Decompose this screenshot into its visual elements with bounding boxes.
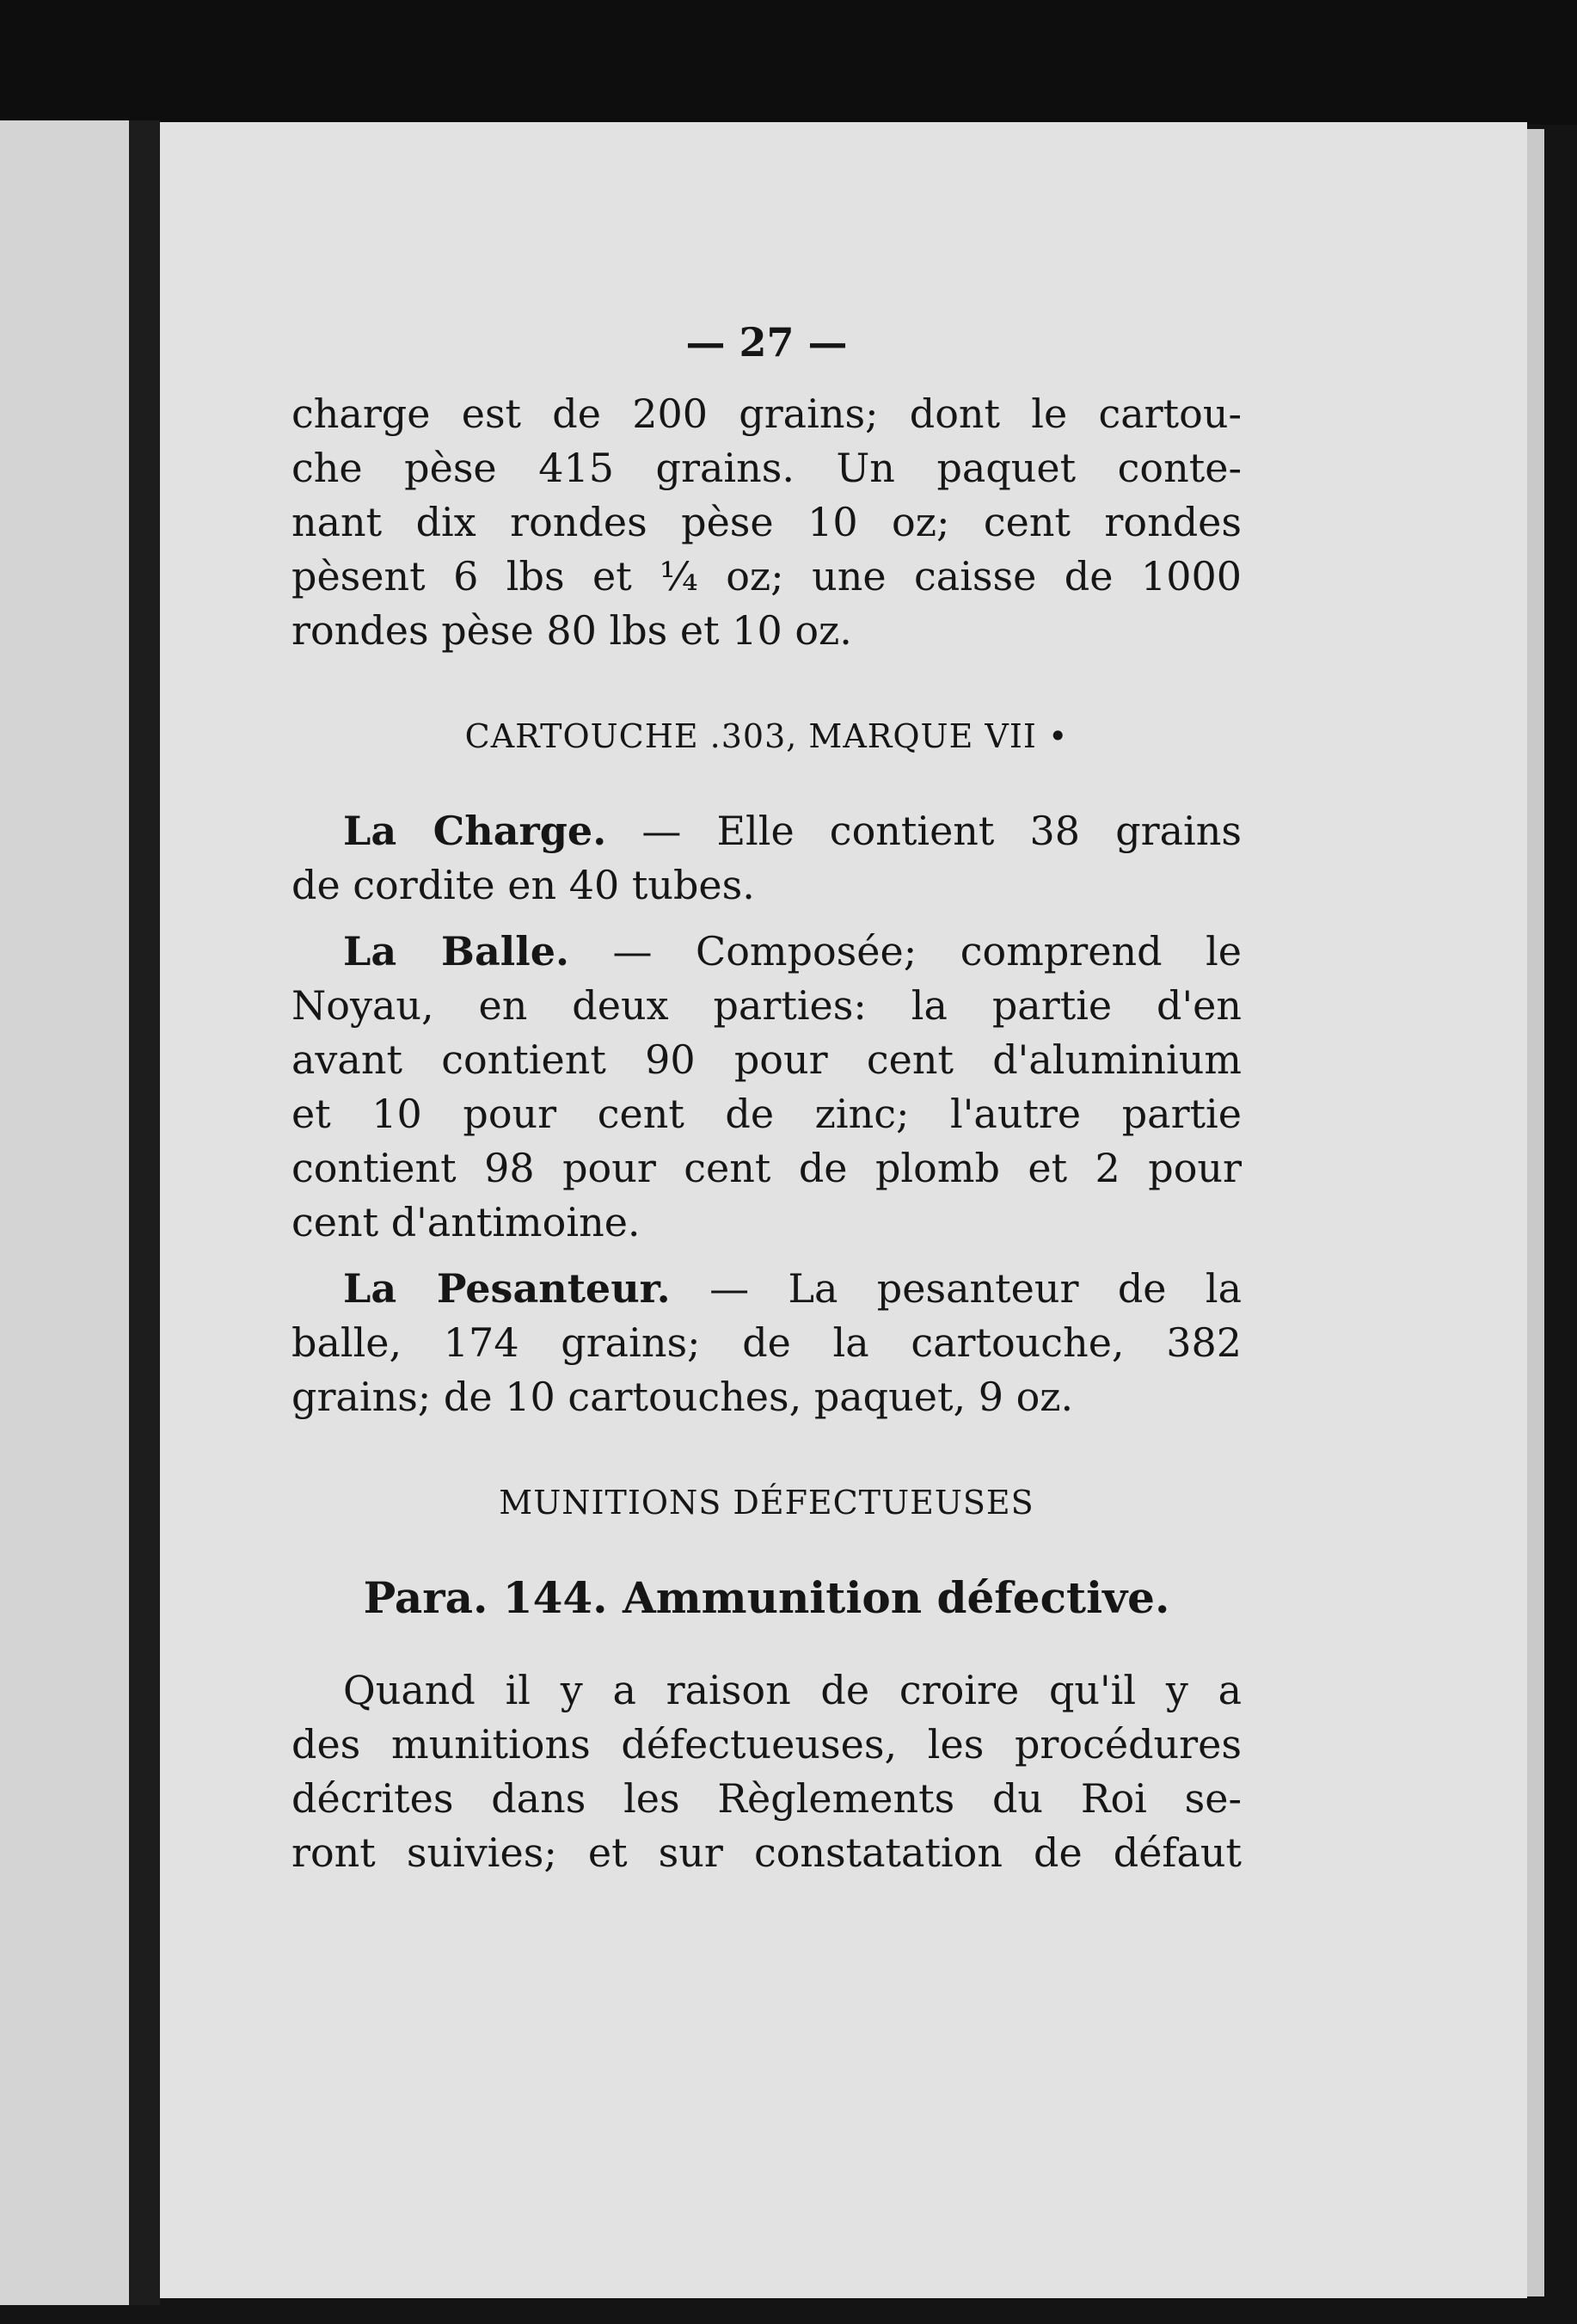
text-run: — Composée; comprend le (612, 928, 1243, 974)
text-line: des munitions défectueuses, les procédures (291, 1721, 1242, 1768)
section-heading-munitions: MUNITIONS DÉFECTUEUSES (499, 1484, 1034, 1522)
text-line (291, 925, 1242, 979)
scan-border-top (0, 0, 1577, 125)
lead-pesanteur: La Pesanteur. (343, 1265, 671, 1312)
book-binding (129, 120, 160, 2305)
text-line: contient 98 pour cent de plomb et 2 pour (291, 1145, 1242, 1191)
text-line: de cordite en 40 tubes. (291, 862, 755, 908)
page-right-edge (1527, 129, 1544, 2296)
paragraph-balle (291, 925, 1242, 1250)
text-line: rondes pèse 80 lbs et 10 oz. (291, 607, 852, 654)
text-line (291, 804, 1242, 858)
lead-charge: La Charge. (343, 808, 607, 854)
section-heading-cartouche: CARTOUCHE .303, MARQUE VII • (291, 715, 1242, 758)
paragraph-final (291, 1663, 1242, 1880)
paragraph-charge (291, 804, 1242, 913)
text-run: — Elle contient 38 grains (641, 808, 1242, 854)
text-line: balle, 174 grains; de la cartouche, 382 (291, 1319, 1242, 1366)
text-line: cent d'antimoine. (291, 1199, 641, 1245)
paragraph-pesanteur (291, 1262, 1242, 1424)
text-line: che pèse 415 grains. Un paquet conte- (291, 445, 1242, 491)
intro-paragraph (291, 387, 1242, 658)
page-text (291, 318, 1242, 1880)
lead-balle: La Balle. (343, 928, 569, 974)
para-title: Para. 144. Ammunition défective. (363, 1572, 1170, 1623)
text-line: grains; de 10 cartouches, paquet, 9 oz. (291, 1374, 1074, 1420)
text-line: Quand il y a raison de croire qu'il y a (343, 1667, 1242, 1713)
text-line: nant dix rondes pèse 10 oz; cent rondes (291, 499, 1242, 545)
text-line: décrites dans les Règlements du Roi se- (291, 1775, 1242, 1822)
text-line: charge est de 200 grains; dont le cartou- (291, 390, 1242, 437)
text-line: ront suivies; et sur constatation de défaut (291, 1829, 1242, 1876)
facing-page-edge (0, 120, 131, 2305)
text-line: avant contient 90 pour cent d'aluminium (291, 1036, 1242, 1083)
text-run: — La pesanteur de la (709, 1265, 1243, 1312)
text-line: et 10 pour cent de zinc; l'autre partie (291, 1091, 1242, 1137)
text-line: pèsent 6 lbs et ¼ oz; une caisse de 1000 (291, 553, 1242, 599)
text-line (291, 1262, 1242, 1316)
text-line: Noyau, en deux parties: la partie d'en (291, 982, 1242, 1029)
page-number: — 27 — (685, 319, 848, 366)
